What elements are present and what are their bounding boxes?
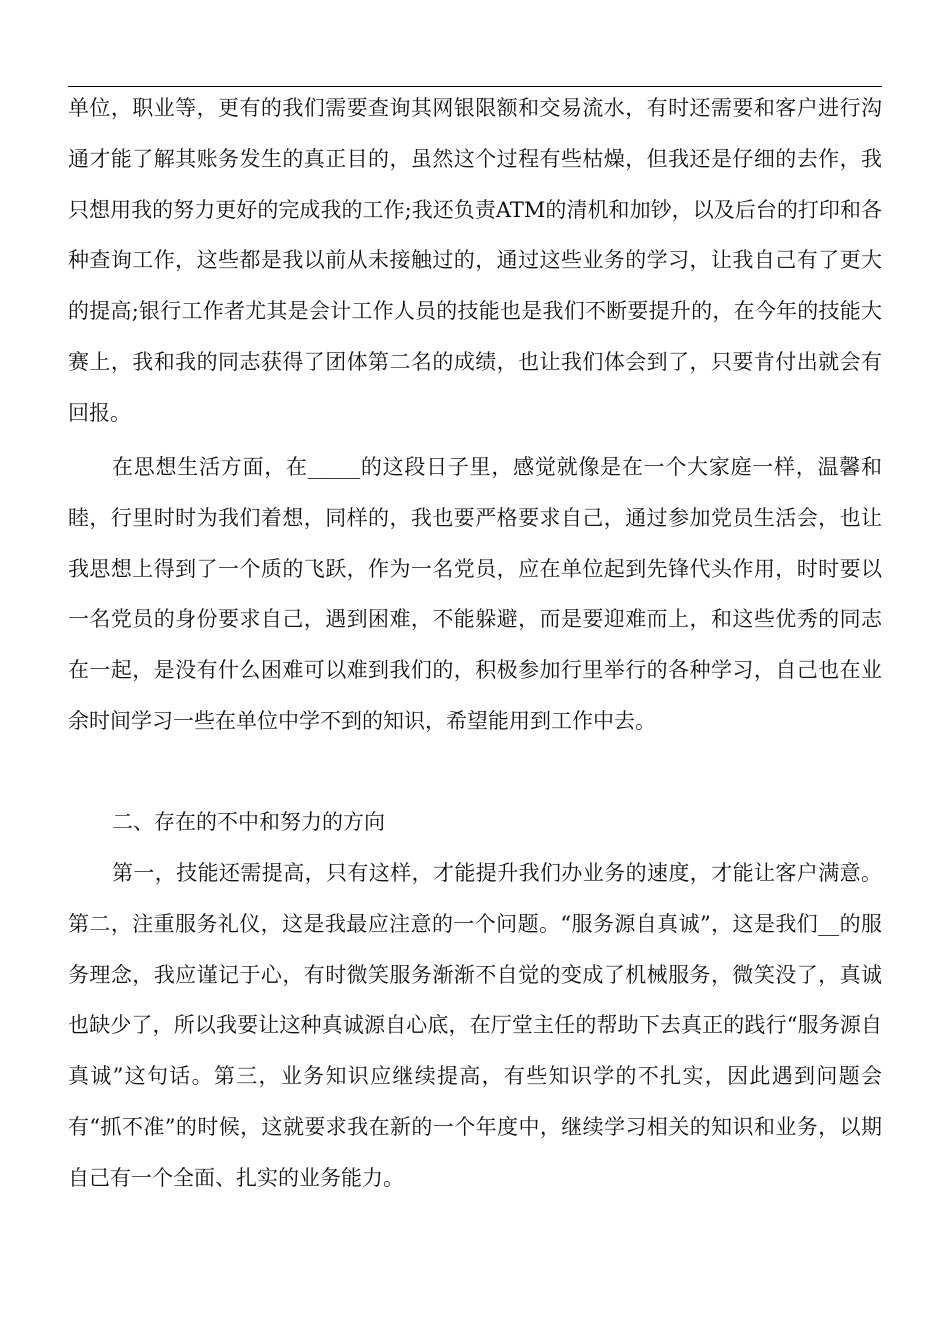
section-heading-shortcomings: 二、存在的不中和努力的方向 (112, 810, 385, 834)
paragraph-work-duties: 单位，职业等，更有的我们需要查询其网银限额和交易流水，有时还需要和客户进行沟通才能了解其账务发生的真正目的，虽然这个过程有些枯燥，但我还是仔细的去作，我只想用我的努力更好的完成我的工作;我还负责ATM的清机和加钞，以及后台的打印和各种查询工作，这些都是我以前从未接触过的，通过这些业务的学习，让我自己有了更大的提高;银行工作者尤其是会计工作人员的技能也是我们不断要提升的，在今年的技能大赛上，我和我的同志获得了团体第二名的成绩，也让我们体会到了，只要肯付出就会有回报。 (68, 96, 882, 425)
paragraph-improvement-directions: 第一，技能还需提高，只有这样，才能提升我们办业务的速度，才能让客户满意。第二，注重服务礼仪，这是我最应注意的一个问题。“服务源自真诚”，这是我们__的服务理念，我应谨记于心，有时微笑服务渐渐不自觉的变成了机械服务，微笑没了，真诚也缺少了，所以我要让这种真诚源自心底，在厅堂主任的帮助下去真正的践行“服务源自真诚”这句话。第三，业务知识应继续提高，有些知识学的不扎实，因此遇到问题会有“抓不准”的时候，这就要求我在新的一个年度中，继续学习相关的知识和业务，以期自己有一个全面、扎实的业务能力。 (68, 861, 882, 1190)
paragraph-ideology-life: 在思想生活方面，在_____的这段日子里，感觉就像是在一个大家庭一样，温馨和睦，行里时时为我们着想，同样的，我也要严格要求自己，通过参加党员生活会，也让我思想上得到了一个质的飞跃，作为一名党员，应在单位起到先锋代头作用，时时要以一名党员的身份要求自己，遇到困难，不能躲避，而是要迎难而上，和这些优秀的同志在一起，是没有什么困难可以难到我们的，积极参加行里举行的各种学习，自己也在业余时间学习一些在单位中学不到的知识，希望能用到工作中去。 (68, 455, 882, 733)
